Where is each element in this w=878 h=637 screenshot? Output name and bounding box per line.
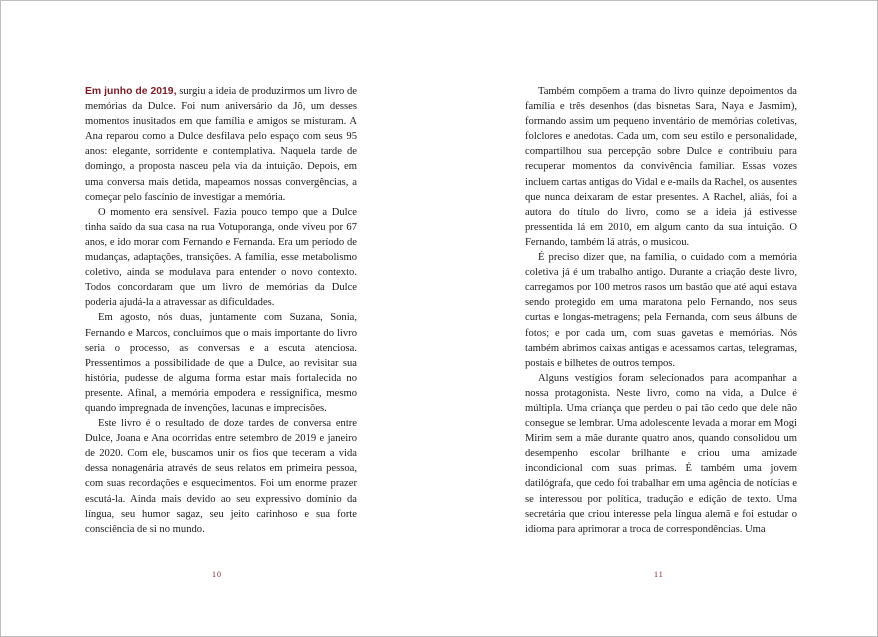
paragraph-text: surgiu a ideia de produzirmos um livro de memórias da Dulce. Foi num aniversário da Jô, um desses momentos inusitados em que família e amigos se misturam. A Ana reparou como a Dulce desfilava pelo espaço com seus 95 anos: elegante, sorridente e contemplativa. Naquela tarde de domingo, a proposta nasceu pela via da intuição. Depois, em uma conversa mais detida, mapeamos nossas convergências, a começar pelo fascínio de investigar a memória. [85,86,357,203]
paragraph: Também compõem a trama do livro quinze depoimentos da família e três desenhos (das bisnetas Sara, Naya e Jasmim), formando assim um pequeno inventário de memórias coletivas, folclores e anedotas. Cada um, com seu estilo e personalidade, compartilhou sua percepção sobre Dulce e contribuiu para recuperar momentos da convivência familiar. Essas vozes incluem cartas antigas do Vidal e e-mails da Rachel, os ausentes que nunca deixaram de estar presentes. A Rachel, aliás, foi a autora do título do livro, como se a ideia já estivesse pressentida lá em 2010, em algum canto da sua intuição. O Fernando, também lá atrás, o musicou. [525,86,797,248]
paragraph: Este livro é o resultado de doze tardes de conversa entre Dulce, Joana e Ana ocorridas entre setembro de 2019 e janeiro de 2020. Com ele, buscamos unir os fios que teceram a vida dessa nonagenária através de seus relatos em primeira pessoa, com suas recordações e esquecimentos. Foi um enorme prazer escutá-la. Ainda mais devido ao seu expressivo domínio da língua, seu humor sagaz, seu jeito carinhoso e sua forte consciência de si no mundo. [85,418,357,535]
page-number-left: 10 [212,570,222,579]
paragraph [85,84,357,205]
right-page-text [525,84,797,537]
paragraph: É preciso dizer que, na família, o cuidado com a memória coletiva já é um trabalho antigo. Durante a criação deste livro, carregamos por 100 metros rasos um bastão que até aqui estava sendo protegido em uma maratona pelo Fernando, nos seus curtas e longas-metragens; pela Fernanda, com seus álbuns de fotos; e por cada um, com suas gavetas e memórias. Nós também abrimos caixas antigas e acessamos cartas, telegramas, postais e bilhetes de outros tempos. [525,252,797,369]
paragraph: O momento era sensível. Fazia pouco tempo que a Dulce tinha saído da sua casa na rua Votuporanga, onde viveu por 67 anos, e ido morar com Fernando e Fernanda. Era um período de mudanças, adaptações, transições. A família, esse metabolismo coletivo, ainda se modulava para entender o novo contexto. Todos concordaram que um livro de memórias da Dulce poderia ajudá-la a atravessar as dificuldades. [85,206,357,309]
lead-in: Em junho de 2019, [85,86,177,97]
page-number-right: 11 [654,570,664,579]
paragraph: Alguns vestígios foram selecionados para acompanhar a nossa protagonista. Neste livro, como na vida, a Dulce é múltipla. Uma criança que perdeu o pai tão cedo que dele não consegue se lembrar. Uma adolescente levada a morar em Mogi Mirim sem a mãe durante quatro anos, quando consolidou um desempenho escolar brilhante e criou uma amizade incondicional com suas primas. É também uma jovem datilógrafa, que cedo foi trabalhar em uma agência de notícias e se interessou por política, tradução e edição de texto. Uma secretária que criou interesse pela língua alemã e foi estudar o idioma para aprimorar a troca de correspondências. Uma [525,372,797,535]
paragraph: Em agosto, nós duas, juntamente com Suzana, Sonia, Fernando e Marcos, concluímos que o mais importante do livro seria o processo, as conversas e a escuta atenciosa. Pressentimos a possibilidade de que a Dulce, ao revisitar sua história, pudesse de alguma forma estar mais fortalecida no presente. Afinal, a memória empodera e ressignifica, mesmo quando impregnada de invenções, lacunas e imprecisões. [85,312,357,414]
left-page-text [85,84,357,537]
